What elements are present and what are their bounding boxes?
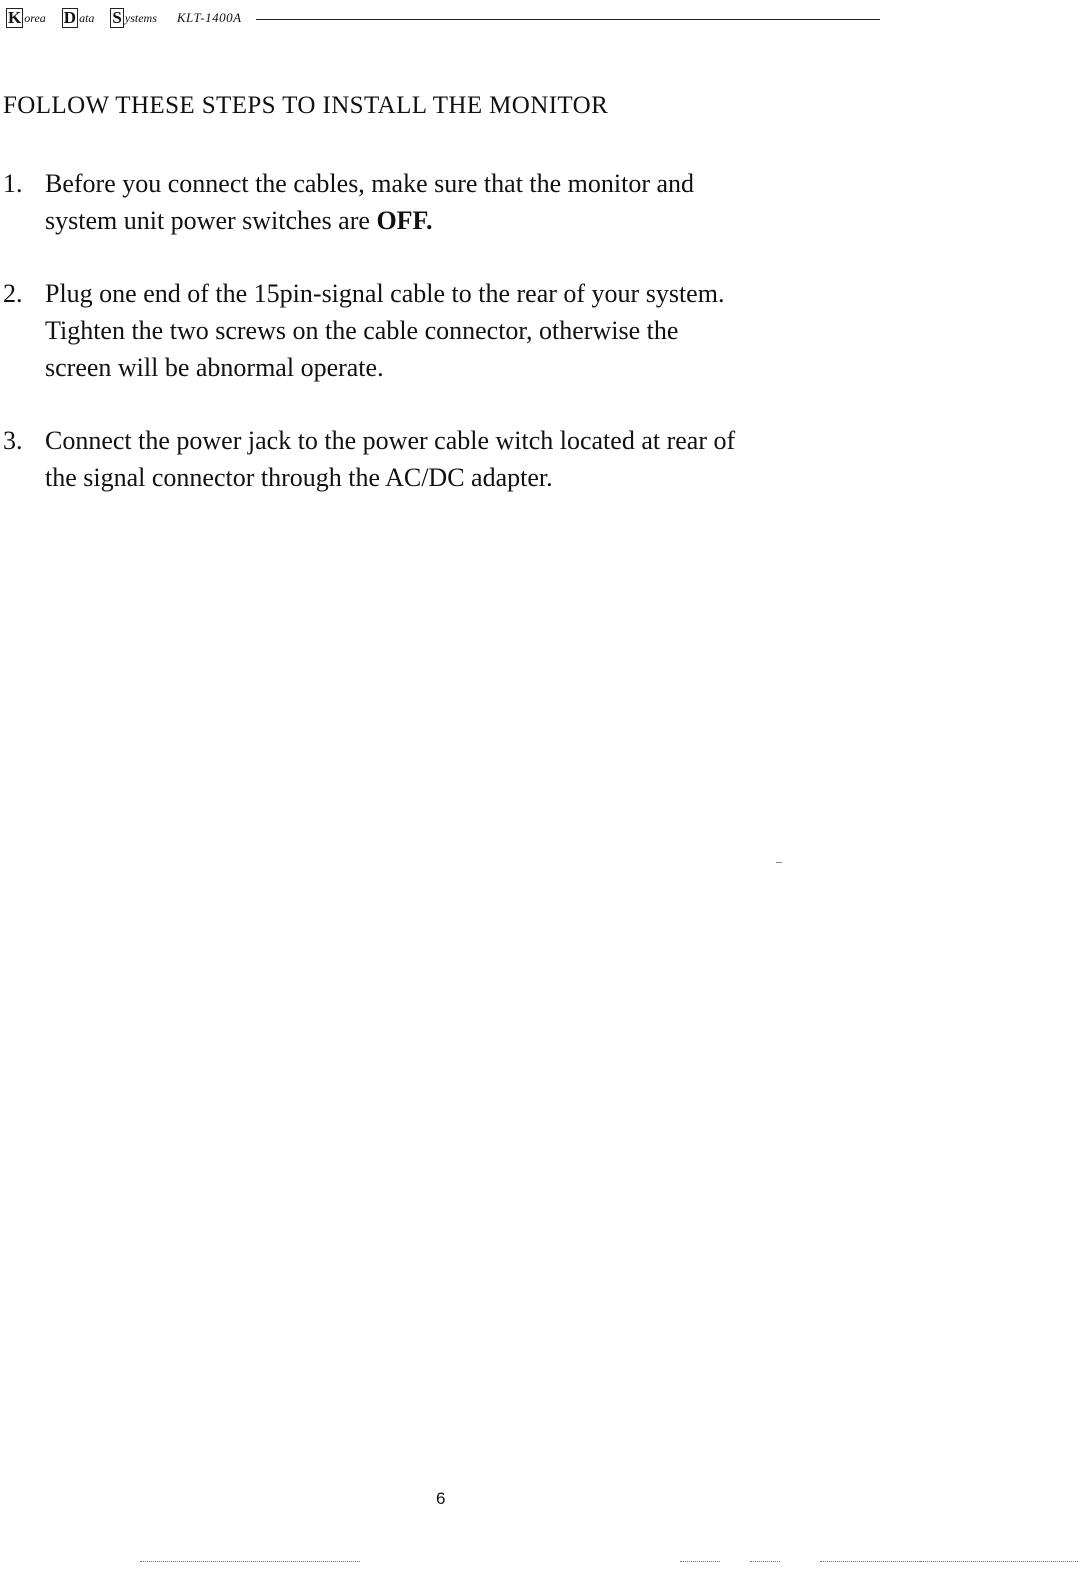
step-line: Plug one end of the 15pin-signal cable to the rear of your system. <box>45 279 725 308</box>
install-steps-list <box>3 165 863 532</box>
brand-initial-s: S <box>112 8 122 27</box>
step-line: Connect the power jack to the power cable witch located at rear of <box>45 426 736 455</box>
brand-word-data: ata <box>79 10 95 25</box>
step-line-with-emphasis <box>45 202 863 239</box>
step-2 <box>3 275 863 386</box>
step-number: 2. <box>3 279 23 308</box>
running-header <box>6 6 880 30</box>
step-number: 3. <box>3 426 23 455</box>
step-line: screen will be abnormal operate. <box>45 353 384 382</box>
step-1 <box>3 165 863 239</box>
step-line: Tighten the two screws on the cable connector, otherwise the <box>45 316 679 345</box>
step-line: the signal connector through the AC/DC adapter. <box>45 463 553 492</box>
brand-data <box>62 8 95 28</box>
header-rule <box>256 19 880 20</box>
scan-edge-noise <box>140 1561 1080 1565</box>
brand-initial-k: K <box>8 8 22 27</box>
model-number: KLT-1400A <box>176 10 242 25</box>
step-3 <box>3 422 863 496</box>
brand-systems <box>110 8 156 28</box>
off-emphasis: OFF. <box>376 206 433 235</box>
brand-word-systems: ystems <box>124 10 157 25</box>
scan-artifact <box>776 862 782 863</box>
brand-korea <box>6 8 46 28</box>
step-text <box>45 275 863 386</box>
step-line: system unit power switches are <box>45 206 377 235</box>
step-text <box>45 422 863 496</box>
step-number: 1. <box>3 169 23 198</box>
page-title: FOLLOW THESE STEPS TO INSTALL THE MONITOR <box>3 92 609 119</box>
step-line: Before you connect the cables, make sure that the monitor and <box>45 169 695 198</box>
brand-initial-d: D <box>63 8 77 27</box>
brand-word-korea: orea <box>24 10 46 25</box>
page-number: 6 <box>436 1489 446 1508</box>
step-text <box>45 165 863 239</box>
